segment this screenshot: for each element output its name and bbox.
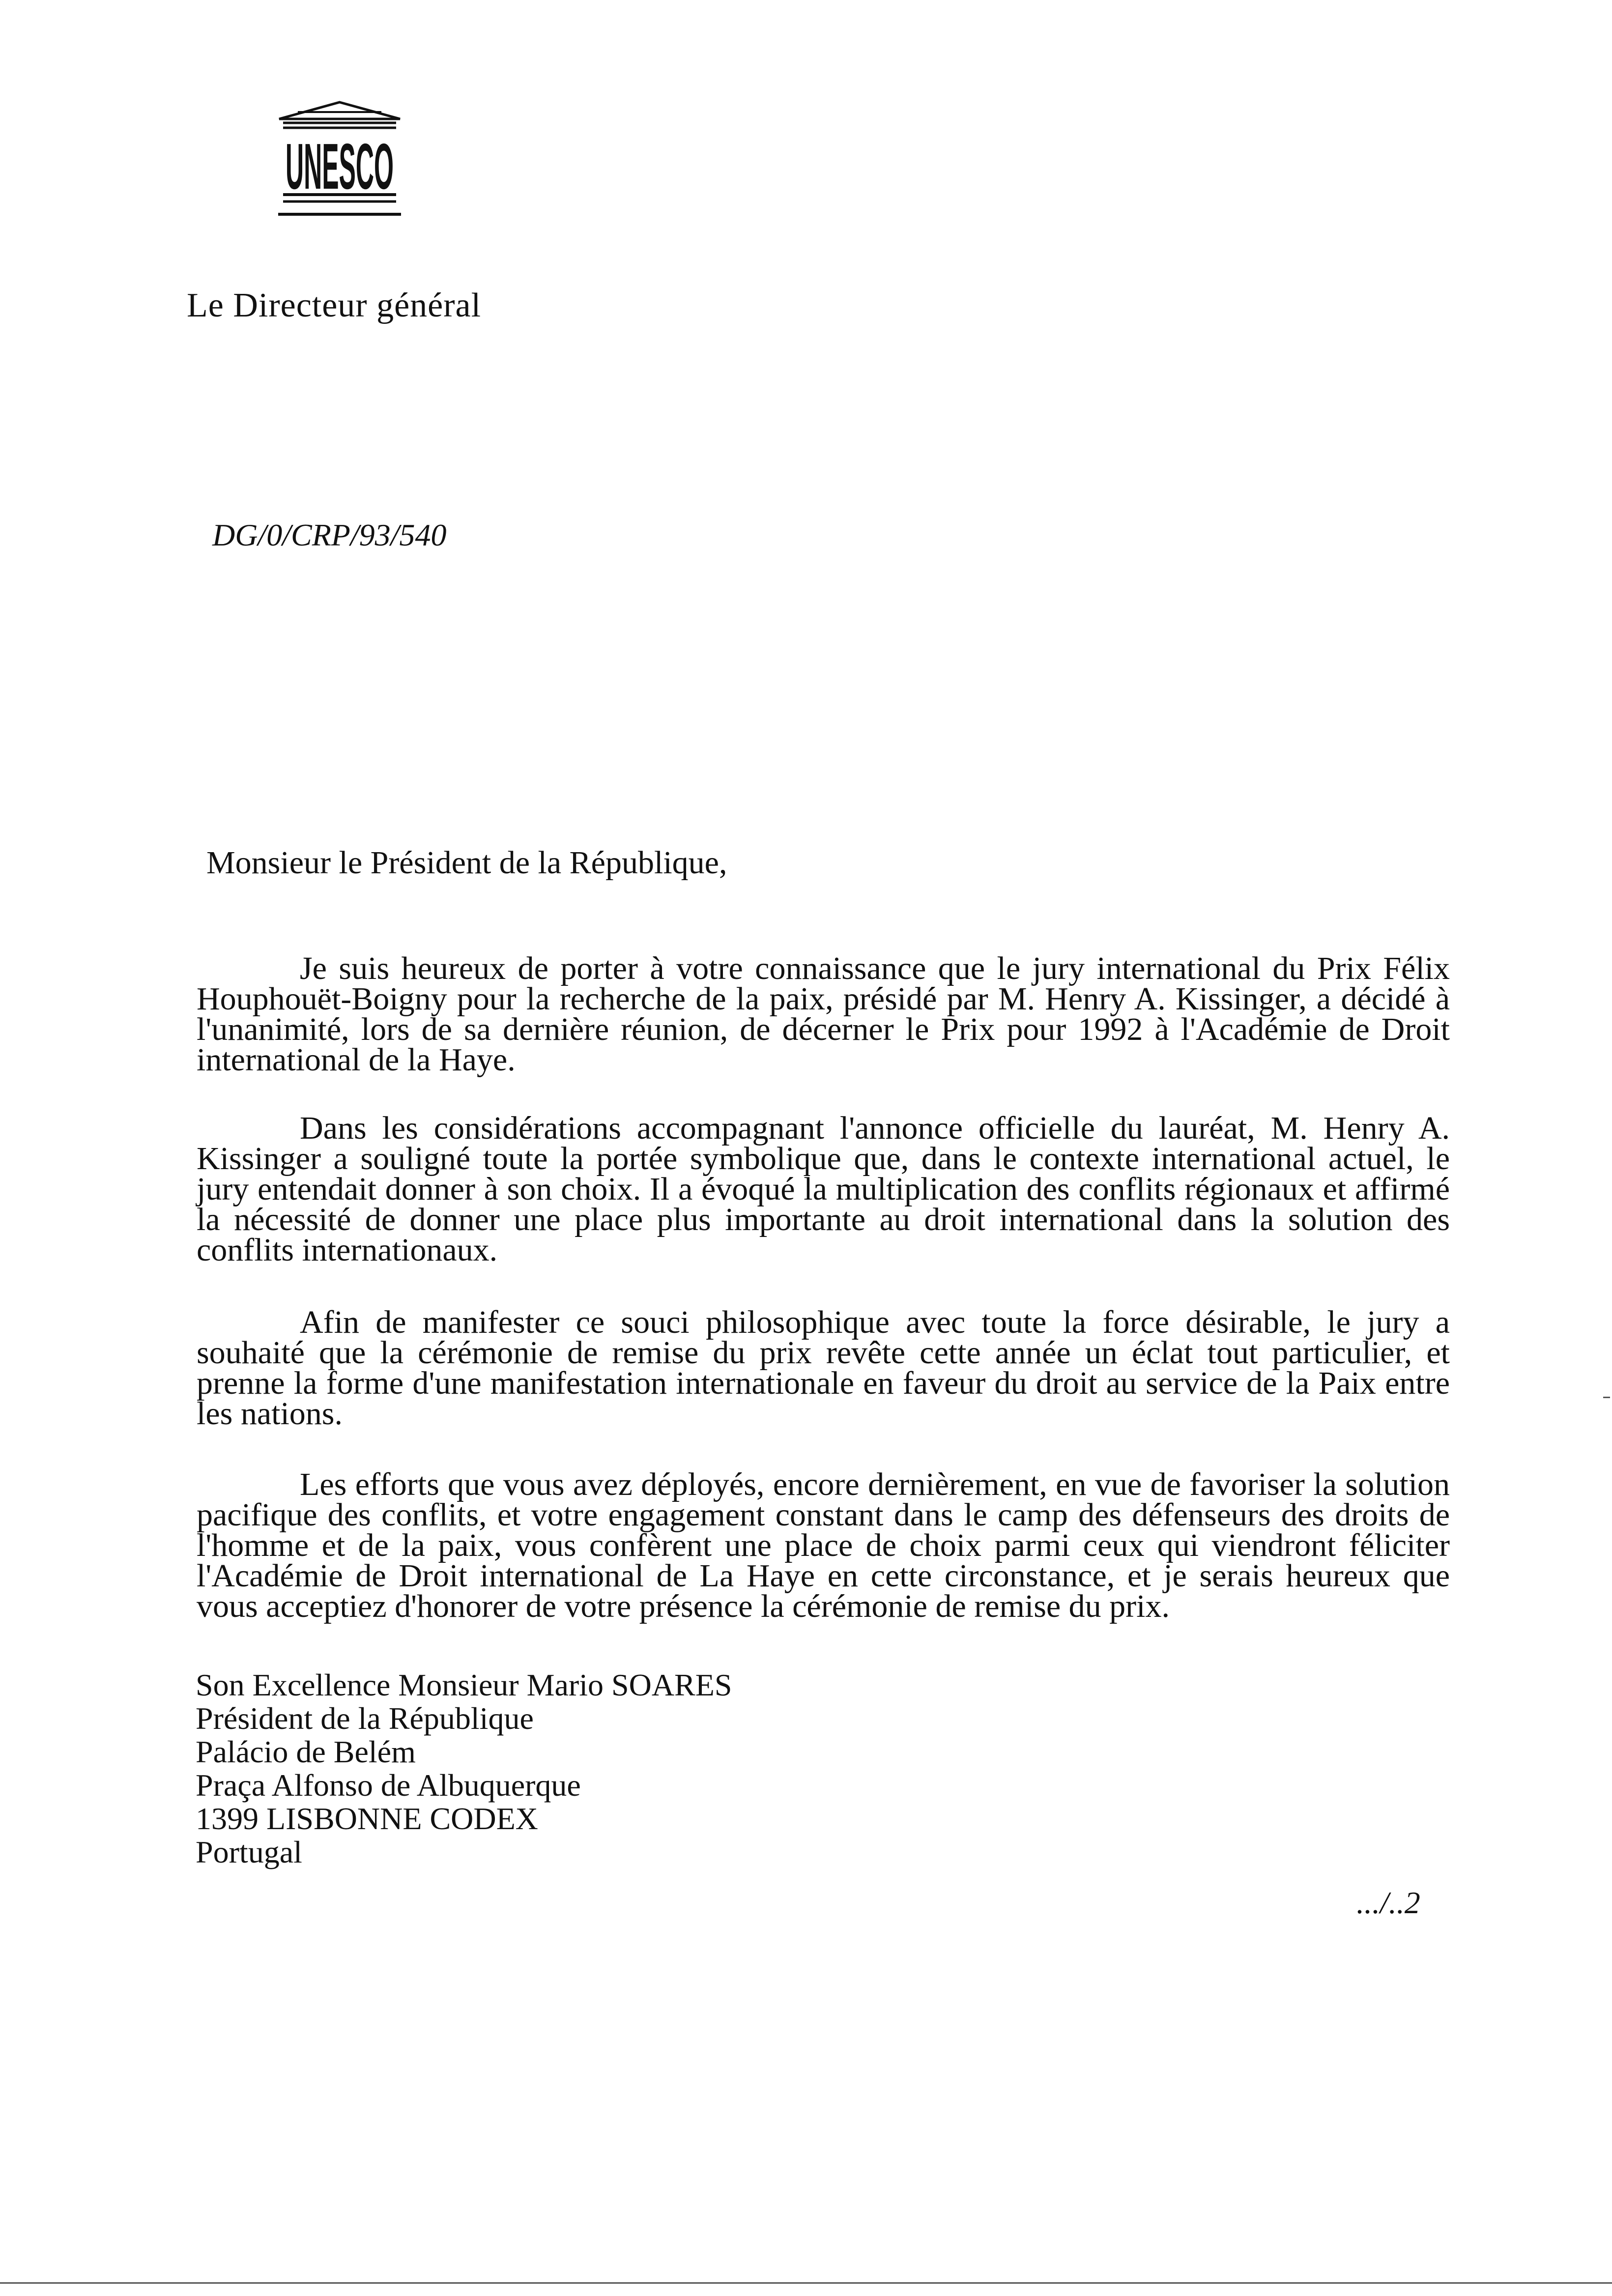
- unesco-logo: [263, 97, 416, 220]
- address-line: Président de la République: [196, 1701, 534, 1736]
- paragraph-1: Je suis heureux de porter à votre connaissance que le jury international du Prix Félix Houphouët-Boigny pour la recherche de la paix, présidé par M. Henry A. Kissinger, a décidé à l'unanimité, lors de sa dernière réunion, de décerner le Prix pour 1992 à l'Académie de Droit international de la Haye.: [197, 950, 1450, 1078]
- logo-text: UNESCO: [286, 130, 394, 202]
- page-bottom-rule: [0, 2282, 1612, 2284]
- address-line: Praça Alfonso de Albuquerque: [196, 1768, 581, 1803]
- margin-mark: [1603, 1397, 1610, 1398]
- address-line: 1399 LISBONNE CODEX: [196, 1801, 538, 1836]
- unesco-temple-logo-icon: [263, 97, 416, 220]
- address-line: Portugal: [196, 1835, 302, 1869]
- recipient-address: [196, 1668, 732, 1869]
- paragraph-2: Dans les considérations accompagnant l'annonce officielle du lauréat, M. Henry A. Kissinger a souligné toute la portée symbolique que, dans le contexte international actuel, le jury entendait donner à son choix. Il a évoqué la multiplication des conflits régionaux et affirmé la nécessité de donner une place plus importante au droit international dans la solution des conflits internationaux.: [197, 1110, 1450, 1268]
- address-line: Palácio de Belém: [196, 1734, 416, 1769]
- paragraph-4: Les efforts que vous avez déployés, encore dernièrement, en vue de favoriser la solution pacifique des conflits, et votre engagement constant dans le camp des défenseurs des droits de l'homme et de la paix, vous confèrent une place de choix parmi ceux qui viendront féliciter l'Académie de Droit international de La Haye en cette circonstance, et je serais heureux que vous acceptiez d'honorer de votre présence la cérémonie de remise du prix.: [197, 1466, 1450, 1624]
- sender-title: Le Directeur général: [187, 287, 482, 324]
- page-continuation: .../..2: [1356, 1885, 1420, 1920]
- reference-number: DG/0/CRP/93/540: [212, 517, 447, 552]
- salutation: Monsieur le Président de la République,: [206, 845, 727, 881]
- paragraph-3: Afin de manifester ce souci philosophique avec toute la force désirable, le jury a souhaité que la cérémonie de remise du prix revête cette année un éclat tout particulier, et prenne la forme d'une manifestation internationale en faveur du droit au service de la Paix entre les nations.: [197, 1304, 1450, 1432]
- address-line: Son Excellence Monsieur Mario SOARES: [196, 1667, 732, 1702]
